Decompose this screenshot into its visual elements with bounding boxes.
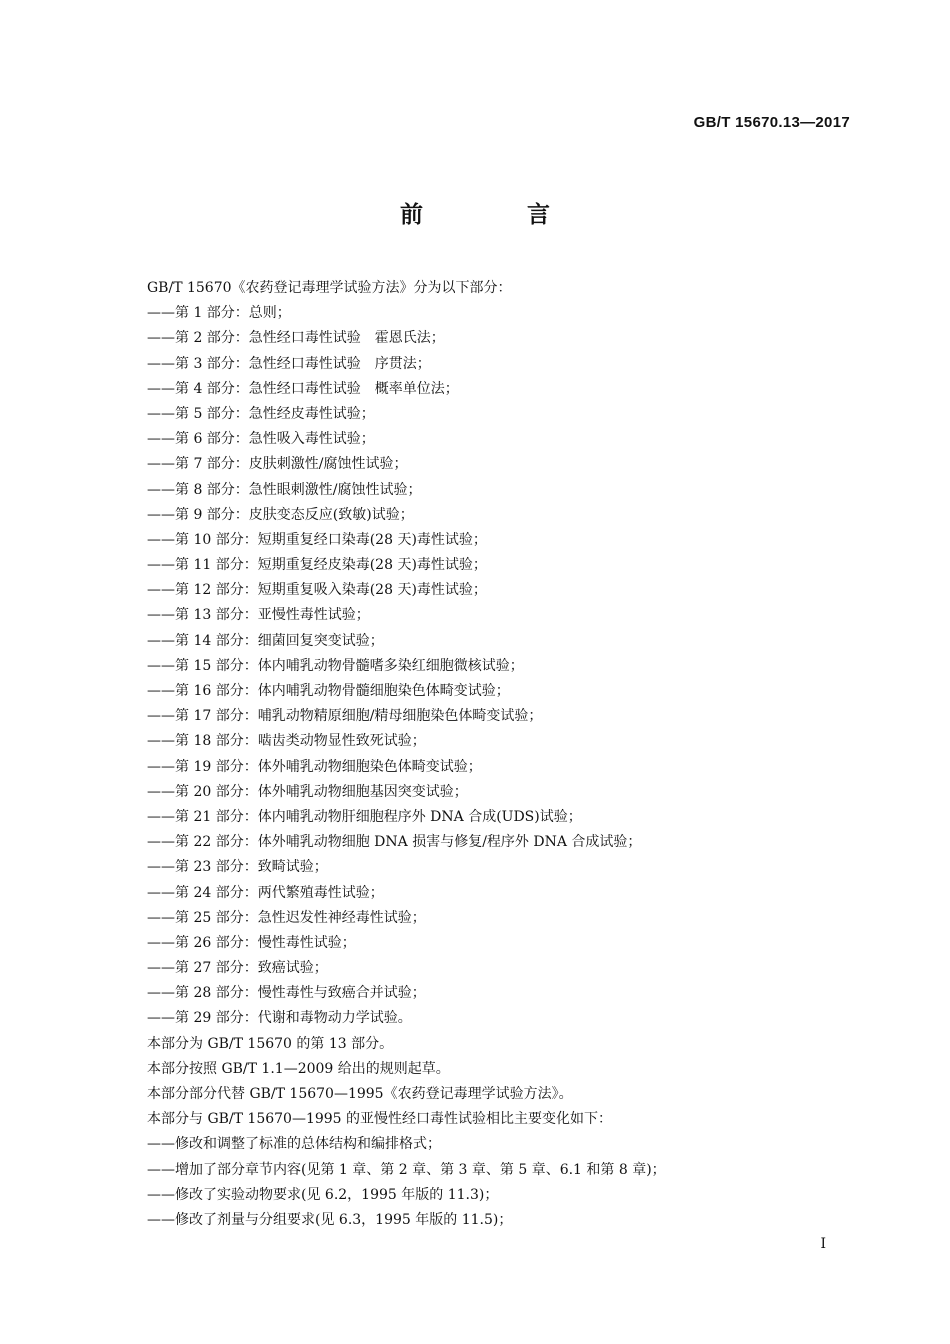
statement-line: 本部分与 GB/T 15670—1995 的亚慢性经口毒性试验相比主要变化如下： (147, 1111, 613, 1128)
part-list-item: ——第 22 部分：体外哺乳动物细胞 DNA 损害与修复/程序外 DNA 合成试验； (147, 834, 642, 851)
page-title: 前 言 (399, 202, 598, 228)
change-list-item: ——增加了部分章节内容(见第 1 章、第 2 章、第 3 章、第 5 章、6.1 和第 8 章)； (147, 1161, 666, 1178)
part-list-item: ——第 28 部分：慢性毒性与致癌合并试验； (147, 985, 426, 1002)
statement-line: 本部分为 GB/T 15670 的第 13 部分。 (147, 1035, 394, 1052)
part-list-item: ——第 27 部分：致癌试验； (147, 960, 328, 977)
part-list-item: ——第 2 部分：急性经口毒性试验 霍恩氏法； (147, 330, 445, 347)
changes-list (147, 1132, 847, 1233)
part-list-item: ——第 25 部分：急性迟发性神经毒性试验； (147, 909, 426, 926)
intro-line: GB/T 15670《农药登记毒理学试验方法》分为以下部分： (147, 280, 512, 296)
part-list-item: ——第 7 部分：皮肤刺激性/腐蚀性试验； (147, 456, 408, 473)
part-list-item: ——第 8 部分：急性眼刺激性/腐蚀性试验； (147, 481, 422, 498)
part-list-item: ——第 18 部分：啮齿类动物显性致死试验； (147, 733, 426, 750)
part-list-item: ——第 16 部分：体内哺乳动物骨髓细胞染色体畸变试验； (147, 683, 510, 699)
part-list-item: ——第 9 部分：皮肤变态反应(致敏)试验； (147, 506, 414, 523)
change-list-item: ——修改了实验动物要求(见 6.2，1995 年版的 11.3)； (147, 1186, 499, 1203)
part-list-item: ——第 3 部分：急性经口毒性试验 序贯法； (147, 355, 431, 372)
parts-list (147, 301, 847, 1031)
page-number: I (820, 1236, 826, 1252)
part-list-item: ——第 4 部分：急性经口毒性试验 概率单位法； (147, 380, 459, 397)
part-list-item: ——第 11 部分：短期重复经皮染毒(28 天)毒性试验； (147, 557, 487, 574)
part-list-item: ——第 5 部分：急性经皮毒性试验； (147, 405, 375, 422)
part-list-item: ——第 21 部分：体内哺乳动物肝细胞程序外 DNA 合成(UDS)试验； (147, 808, 582, 825)
part-list-item: ——第 10 部分：短期重复经口染毒(28 天)毒性试验； (147, 531, 487, 548)
part-list-item: ——第 14 部分：细菌回复突变试验； (147, 632, 384, 649)
part-list-item: ——第 15 部分：体内哺乳动物骨髓嗜多染红细胞微核试验； (147, 657, 524, 674)
statement-line: 本部分按照 GB/T 1.1—2009 给出的规则起草。 (147, 1060, 450, 1077)
body-text (147, 276, 847, 1233)
part-list-item: ——第 24 部分：两代繁殖毒性试验； (147, 884, 384, 901)
part-list-item: ——第 17 部分：哺乳动物精原细胞/精母细胞染色体畸变试验； (147, 708, 543, 725)
part-list-item: ——第 6 部分：急性吸入毒性试验； (147, 431, 375, 448)
part-list-item: ——第 13 部分：亚慢性毒性试验； (147, 607, 370, 624)
statements-list (147, 1032, 847, 1133)
document-code: GB/T 15670.13—2017 (693, 114, 850, 131)
part-list-item: ——第 20 部分：体外哺乳动物细胞基因突变试验； (147, 783, 468, 800)
change-list-item: ——修改和调整了标准的总体结构和编排格式； (147, 1136, 441, 1153)
part-list-item: ——第 26 部分：慢性毒性试验； (147, 934, 356, 951)
change-list-item: ——修改了剂量与分组要求(见 6.3，1995 年版的 11.5)； (147, 1211, 513, 1228)
part-list-item: ——第 29 部分：代谢和毒物动力学试验。 (147, 1010, 412, 1027)
part-list-item: ——第 1 部分：总则； (147, 305, 291, 322)
part-list-item: ——第 23 部分：致畸试验； (147, 859, 328, 876)
statement-line: 本部分部分代替 GB/T 15670—1995《农药登记毒理学试验方法》。 (147, 1086, 573, 1102)
part-list-item: ——第 19 部分：体外哺乳动物细胞染色体畸变试验； (147, 758, 482, 775)
part-list-item: ——第 12 部分：短期重复吸入染毒(28 天)毒性试验； (147, 582, 487, 599)
